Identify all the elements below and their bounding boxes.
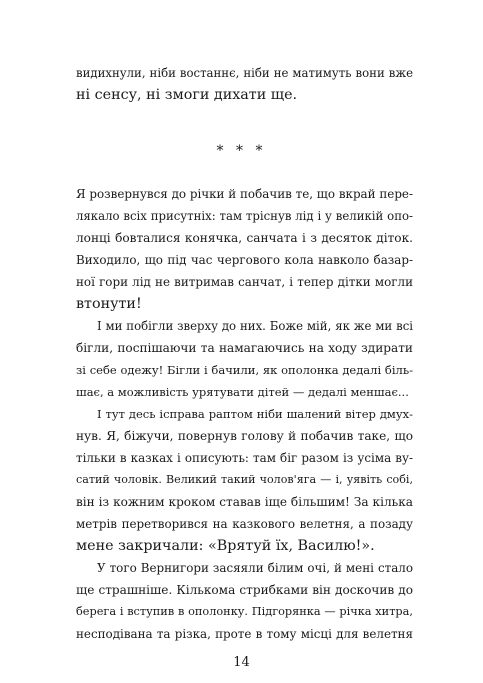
text-line: І ми побігли зверху до них. Боже мій, як же ми всі [97, 319, 413, 333]
text-line: У того Вернигори засяяли білим очі, й мені стало [97, 561, 413, 575]
text-line: ще страшніше. Кількома стрибками він доскочив до [76, 583, 413, 597]
text-line: лонці бовталися конячка, санчата і з десяток діток. [76, 231, 413, 245]
section-separator: * * * [216, 143, 267, 159]
text-line: лякало всіх присутніх: там тріснув лід і у великій опо- [76, 209, 413, 223]
text-line: бігли, поспішаючи та намагаючись на ходу здирати [76, 341, 413, 355]
text-line: сатий чоловік. Великий такий чолов'яга — і, уявіть собі, [76, 473, 413, 486]
text-line: несподівана та різка, проте в тому місці для велетня [76, 627, 413, 641]
text-line: Виходило, що під час чергового кола навколо базар- [76, 253, 413, 267]
text-line: видихнули, ніби востаннє, ніби не матимуть вони вже [76, 66, 413, 80]
text-line: ні сенсу, ні змоги дихати ще. [76, 87, 298, 103]
page-number: 14 [233, 655, 250, 670]
text-line: зі себе одежу! Бігли і бачили, як ополонка дедалі біль- [76, 363, 413, 377]
text-line: берега і вступив в ополонку. Підгорянка — річка хитра, [76, 605, 413, 618]
text-line: тільки в казках і описують: там біг разом із усіма ву- [76, 451, 413, 465]
text-line: він із кожним кроком ставав іще більшим! За кілька [76, 495, 413, 509]
text-line: нув. Я, біжучи, повернув голову й побачив таке, що [76, 429, 413, 443]
text-line: Я розвернувся до річки й побачив те, що вкрай пере- [76, 187, 413, 201]
text-line: шає, а можливість урятувати дітей — дедалі меншає... [76, 385, 409, 399]
text-line: втонути! [76, 296, 142, 312]
text-line: мене закричали: «Врятуй їх, Василю!». [76, 538, 375, 554]
text-line: ної гори лід не витримав санчат, і тепер дітки могли [76, 275, 413, 289]
text-line: метрів перетворився на казкового велетня, а позаду [76, 517, 413, 531]
text-line: І тут десь ісправа раптом ніби шалений вітер дмух- [97, 407, 413, 421]
